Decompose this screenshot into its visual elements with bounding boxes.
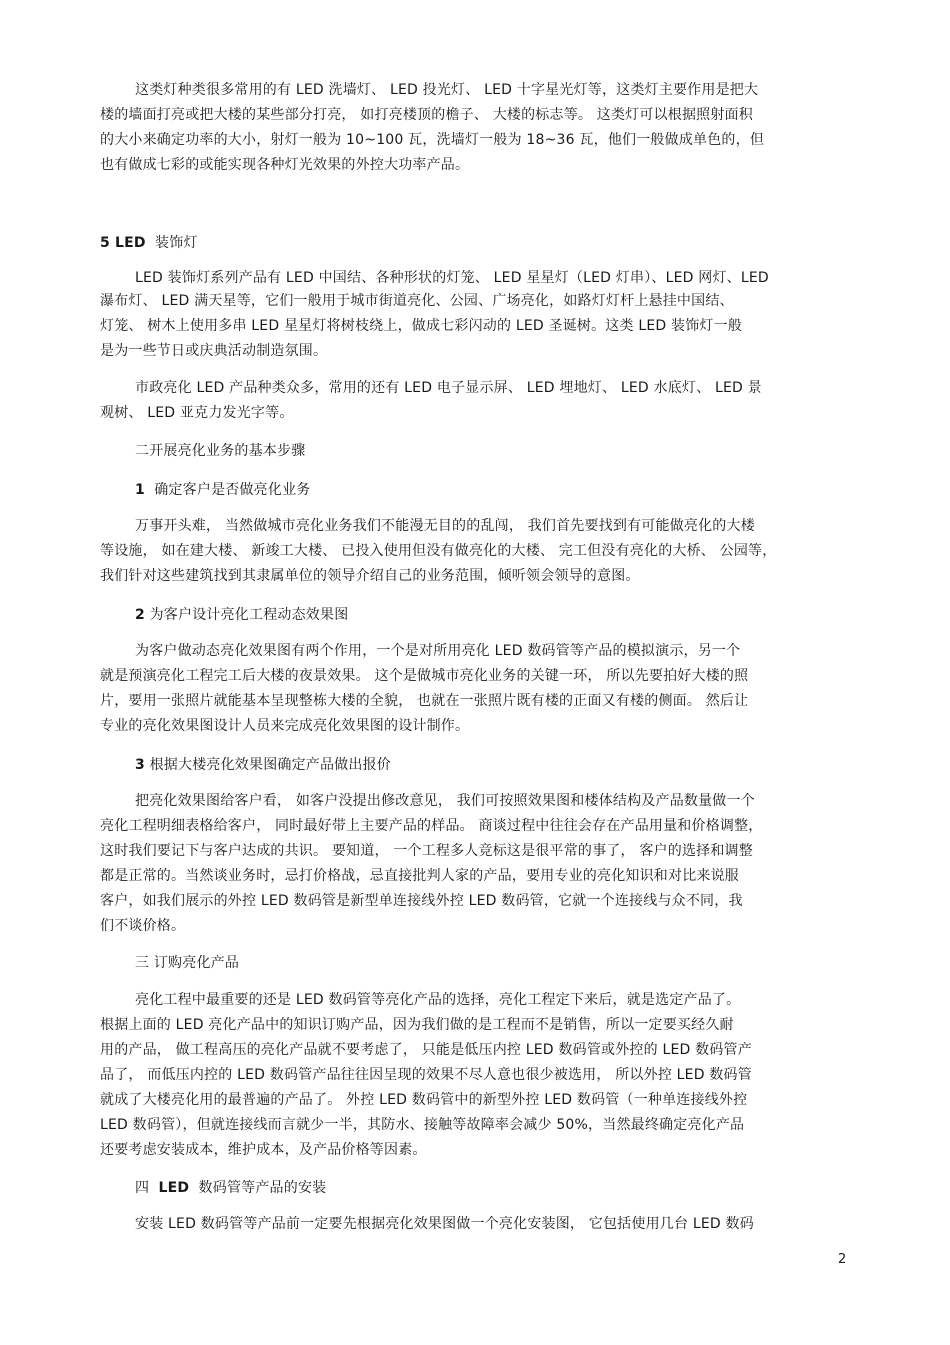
para8-line-1: 安装 LED 数码管等产品前一定要先根据亮化效果图做一个亮化安装图， 它包括使用几台 LED 数码 [135,1216,754,1232]
section-2-heading: 二开展亮化业务的基本步骤 [135,443,306,459]
step-1-heading [135,480,310,500]
para6-line-1: 把亮化效果图给客户看， 如客户没提出修改意见， 我们可按照效果图和楼体结构及产品数量做一个 [135,793,755,809]
section-3-heading: 三 订购亮化产品 [135,955,240,971]
step-1-number: 1 [135,482,145,498]
step-3-number: 3 [135,757,145,773]
para1-line-3: 的大小来确定功率的大小，射灯一般为 10~100 瓦，洗墙灯一般为 18~36 瓦，他们一般做成单色的，但 [100,132,765,148]
para3-line-2: 观树、 LED 亚克力发光字等。 [100,405,294,421]
para7-line-6: LED 数码管），但就连接线而言就少一半，其防水、接触等故障率会减少 50%，当然最终确定亮化产品 [100,1117,745,1133]
step-2-number: 2 [135,607,145,623]
para6-line-6: 们不谈价格。 [100,918,186,934]
para6-line-3: 这时我们要记下与客户达成的共识。 要知道， 一个工程多人竞标这是很平常的事了， 客户的选择和调整 [100,843,753,859]
para4-line-3: 我们针对这些建筑找到其隶属单位的领导介绍自己的业务范围，倾听领会领导的意图。 [100,568,640,584]
para3-line-1: 市政亮化 LED 产品种类众多，常用的还有 LED 电子显示屏、 LED 埋地灯、 LED 水底灯、 LED 景 [135,380,762,396]
step-2-title: 为客户设计亮化工程动态效果图 [149,607,349,623]
step-1-title: 确定客户是否做亮化业务 [154,482,311,498]
para7-line-7: 还要考虑安装成本，维护成本，及产品价格等因素。 [100,1142,427,1158]
para5-line-4: 专业的亮化效果图设计人员来完成亮化效果图的设计制作。 [100,718,470,734]
page-number: 2 [838,1252,847,1267]
section-4-prefix: 四 [135,1180,150,1196]
para4-line-2: 等设施， 如在建大楼、 新竣工大楼、 已投入使用但没有做亮化的大楼、 完工但没有亮化的大桥、 公园等， [100,543,777,559]
para1-line-1: 这类灯种类很多常用的有 LED 洗墙灯、 LED 投光灯、 LED 十字星光灯等，这类灯主要作用是把大 [135,82,759,98]
para7-line-5: 就成了大楼亮化用的最普遍的产品了。 外控 LED 数码管中的新型外控 LED 数码管（一种单连接线外控 [100,1092,748,1108]
para2-line-4: 是为一些节日或庆典活动制造氛围。 [100,343,328,359]
para6-line-5: 客户，如我们展示的外控 LED 数码管是新型单连接线外控 LED 数码管，它就一个连接线与众不同，我 [100,893,743,909]
para2-line-1: LED 装饰灯系列产品有 LED 中国结、各种形状的灯笼、 LED 星星灯（LED 灯串）、LED 网灯、LED [135,270,769,286]
para6-line-2: 亮化工程明细表格给客户， 同时最好带上主要产品的样品。 商谈过程中往往会存在产品用量和价格调整， [100,818,763,834]
para5-line-2: 就是预演亮化工程完工后大楼的夜景效果。 这个是做城市亮化业务的关键一环， 所以先要拍好大楼的照 [100,668,749,684]
para1-line-2: 楼的墙面打亮或把大楼的某些部分打亮， 如打亮楼顶的檐子、 大楼的标志等。 这类灯可以根据照射面积 [100,107,753,123]
para6-line-4: 都是正常的。当然谈业务时，忌打价格战，忌直接批判人家的产品，要用专业的亮化知识和对比来说服 [100,868,739,884]
section-4-rest: 数码管等产品的安装 [198,1180,327,1196]
step-3-heading [135,755,391,775]
heading-5-title: 装饰灯 [155,235,198,251]
step-2-heading [135,605,348,625]
para1-line-4: 也有做成七彩的或能实现各种灯光效果的外控大功率产品。 [100,157,470,173]
heading-5-number: 5 LED [100,235,146,251]
para2-line-2: 瀑布灯、 LED 满天星等，它们一般用于城市街道亮化、公园、广场亮化，如路灯灯杆上悬挂中国结、 [100,293,734,309]
para7-line-3: 用的产品， 做工程高压的亮化产品就不要考虑了， 只能是低压内控 LED 数码管或外控的 LED 数码管产 [100,1042,752,1058]
para7-line-2: 根据上面的 LED 亮化产品中的知识订购产品，因为我们做的是工程而不是销售，所以一定要买经久耐 [100,1017,734,1033]
section-4-heading [135,1178,326,1198]
para7-line-1: 亮化工程中最重要的还是 LED 数码管等亮化产品的选择，亮化工程定下来后，就是选定产品了。 [135,992,741,1008]
para5-line-1: 为客户做动态亮化效果图有两个作用，一个是对所用亮化 LED 数码管等产品的模拟演示，另一个 [135,643,741,659]
step-3-title: 根据大楼亮化效果图确定产品做出报价 [149,757,392,773]
section-4-bold: LED [158,1180,190,1196]
para7-line-4: 品了， 而低压内控的 LED 数码管产品往往因呈现的效果不尽人意也很少被选用， 所以外控 LED 数码管 [100,1067,752,1083]
para5-line-3: 片，要用一张照片就能基本呈现整栋大楼的全貌， 也就在一张照片既有楼的正面又有楼的侧面。 然后让 [100,693,749,709]
para2-line-3: 灯笼、 树木上使用多串 LED 星星灯将树枝绕上，做成七彩闪动的 LED 圣诞树。这类 LED 装饰灯一般 [100,318,743,334]
para4-line-1: 万事开头难， 当然做城市亮化业务我们不能漫无目的的乱闯， 我们首先要找到有可能做亮化的大楼 [135,518,755,534]
heading-5 [100,233,198,253]
